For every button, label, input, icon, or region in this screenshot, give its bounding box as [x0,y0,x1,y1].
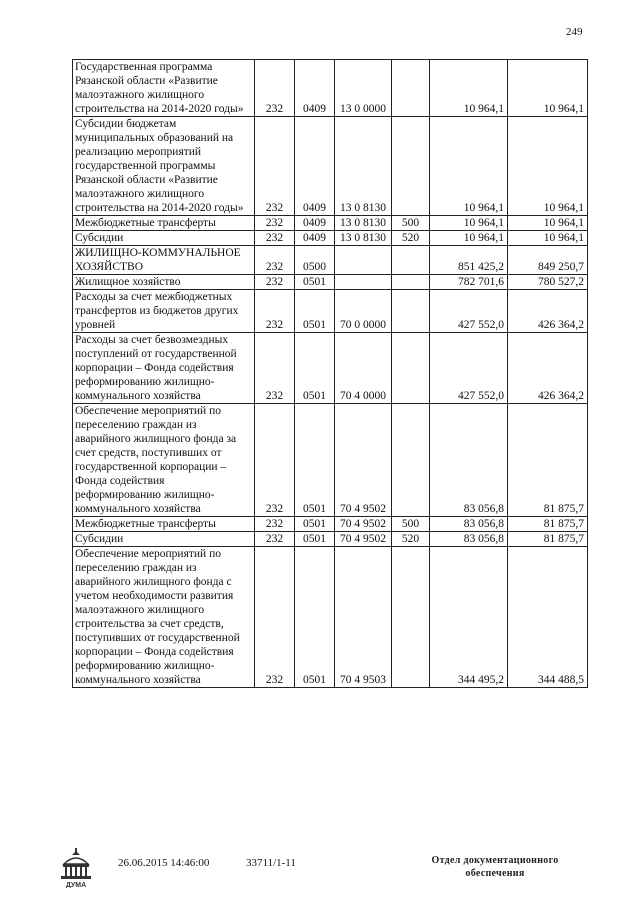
cell-amount-year-2: 81 875,7 [508,532,588,547]
cell-department-code: 232 [255,275,295,290]
row-name-text: Субсидии бюджетам муниципальных образований на реализацию мероприятий государственной программы Рязанской области «Развитие малоэтажного жилищного строительства на 2014-2020 годы» [75,118,244,214]
cell-target-article: 13 0 8130 [335,216,392,231]
cell-target-article [335,275,392,290]
cell-department-code: 232 [255,547,295,688]
cell-section-code: 0501 [295,290,335,333]
footer-document-number: 33711/1-11 [246,857,296,869]
table-row [73,275,588,290]
cell-expense-type [392,547,430,688]
cell-amount-year-1: 83 056,8 [430,517,508,532]
cell-amount-year-2: 426 364,2 [508,290,588,333]
cell-target-article: 70 4 9502 [335,532,392,547]
cell-amount-year-1: 851 425,2 [430,246,508,275]
cell-expense-type [392,404,430,517]
cell-amount-year-2: 81 875,7 [508,404,588,517]
cell-name [73,517,255,532]
table-row [73,333,588,404]
cell-target-article: 70 0 0000 [335,290,392,333]
emblem-label: ДУМА [65,882,87,888]
page-number: 249 [566,26,583,38]
cell-target-article: 70 4 9502 [335,404,392,517]
cell-target-article [335,246,392,275]
cell-amount-year-2: 10 964,1 [508,231,588,246]
cell-expense-type: 520 [392,532,430,547]
cell-amount-year-2: 344 488,5 [508,547,588,688]
cell-amount-year-1: 83 056,8 [430,532,508,547]
cell-amount-year-2: 780 527,2 [508,275,588,290]
cell-name [73,404,255,517]
cell-target-article: 13 0 0000 [335,60,392,117]
cell-amount-year-2: 81 875,7 [508,517,588,532]
cell-name [73,333,255,404]
cell-department-code: 232 [255,246,295,275]
cell-expense-type [392,275,430,290]
cell-section-code: 0409 [295,117,335,216]
cell-name [73,290,255,333]
cell-target-article: 70 4 9502 [335,517,392,532]
table-row [73,216,588,231]
row-name-text: Межбюджетные трансферты [75,518,216,530]
row-name-text: Субсидии [75,232,124,244]
department-stamp [410,854,580,880]
cell-amount-year-1: 83 056,8 [430,404,508,517]
cell-name [73,547,255,688]
cell-name [73,216,255,231]
row-name-text: Расходы за счет безвозмездных поступлений от государственной корпорации – Фонда содействия реформированию жилищно-коммунального хозяйства [75,334,237,402]
cell-department-code: 232 [255,290,295,333]
cell-amount-year-1: 10 964,1 [430,231,508,246]
cell-section-code: 0501 [295,532,335,547]
stamp-line-1: Отдел документационного [431,855,559,866]
table-row [73,60,588,117]
cell-section-code: 0501 [295,517,335,532]
cell-amount-year-2: 426 364,2 [508,333,588,404]
cell-amount-year-1: 427 552,0 [430,290,508,333]
cell-expense-type: 520 [392,231,430,246]
table-row [73,532,588,547]
cell-section-code: 0501 [295,333,335,404]
cell-name [73,117,255,216]
cell-expense-type [392,246,430,275]
row-name-text: Обеспечение мероприятий по переселению граждан из аварийного жилищного фонда с учетом необходимости развития малоэтажного жилищного строительства за счет средств, поступивших от государственной корпорации – Фонда содействия реформированию жилищно-коммунального хозяйства [75,548,240,686]
cell-department-code: 232 [255,517,295,532]
cell-name [73,246,255,275]
cell-amount-year-2: 10 964,1 [508,216,588,231]
cell-amount-year-1: 10 964,1 [430,117,508,216]
cell-department-code: 232 [255,404,295,517]
row-name-text: Расходы за счет межбюджетных трансфертов из бюджетов других уровней [75,291,239,331]
cell-department-code: 232 [255,532,295,547]
cell-name [73,275,255,290]
table-row [73,246,588,275]
row-name-text: Обеспечение мероприятий по переселению граждан из аварийного жилищного фонда за счет средств, поступивших от государственной корпорации – Фонда содействия реформированию жилищно-коммунального хозяйства [75,405,237,515]
cell-expense-type [392,290,430,333]
stamp-line-2: обеспечения [465,868,525,879]
cell-section-code: 0500 [295,246,335,275]
cell-amount-year-1: 344 495,2 [430,547,508,688]
cell-expense-type [392,60,430,117]
cell-amount-year-2: 10 964,1 [508,117,588,216]
cell-name [73,532,255,547]
cell-section-code: 0501 [295,547,335,688]
row-name-text: Субсидии [75,533,124,545]
cell-section-code: 0409 [295,231,335,246]
row-name-text: ЖИЛИЩНО-КОММУНАЛЬНОЕ ХОЗЯЙСТВО [75,247,241,273]
cell-expense-type: 500 [392,216,430,231]
table-row [73,517,588,532]
cell-expense-type: 500 [392,517,430,532]
cell-amount-year-2: 10 964,1 [508,60,588,117]
cell-department-code: 232 [255,333,295,404]
table-row [73,404,588,517]
cell-expense-type [392,333,430,404]
cell-target-article: 70 4 9503 [335,547,392,688]
cell-amount-year-2: 849 250,7 [508,246,588,275]
cell-amount-year-1: 427 552,0 [430,333,508,404]
cell-department-code: 232 [255,117,295,216]
cell-target-article: 13 0 8130 [335,231,392,246]
cell-section-code: 0409 [295,216,335,231]
table-row [73,231,588,246]
row-name-text: Жилищное хозяйство [75,276,181,288]
cell-department-code: 232 [255,231,295,246]
duma-emblem-icon [58,848,94,888]
footer-timestamp: 26.06.2015 14:46:00 [118,857,210,869]
table-row [73,117,588,216]
cell-department-code: 232 [255,60,295,117]
cell-expense-type [392,117,430,216]
cell-section-code: 0501 [295,404,335,517]
cell-amount-year-1: 10 964,1 [430,216,508,231]
budget-table [72,59,588,688]
cell-name [73,231,255,246]
cell-target-article: 70 4 0000 [335,333,392,404]
cell-amount-year-1: 782 701,6 [430,275,508,290]
cell-section-code: 0501 [295,275,335,290]
cell-amount-year-1: 10 964,1 [430,60,508,117]
row-name-text: Государственная программа Рязанской области «Развитие малоэтажного жилищного строительства на 2014-2020 годы» [75,61,244,115]
row-name-text: Межбюджетные трансферты [75,217,216,229]
table-row [73,290,588,333]
cell-target-article: 13 0 8130 [335,117,392,216]
cell-department-code: 232 [255,216,295,231]
table-row [73,547,588,688]
cell-name [73,60,255,117]
cell-section-code: 0409 [295,60,335,117]
